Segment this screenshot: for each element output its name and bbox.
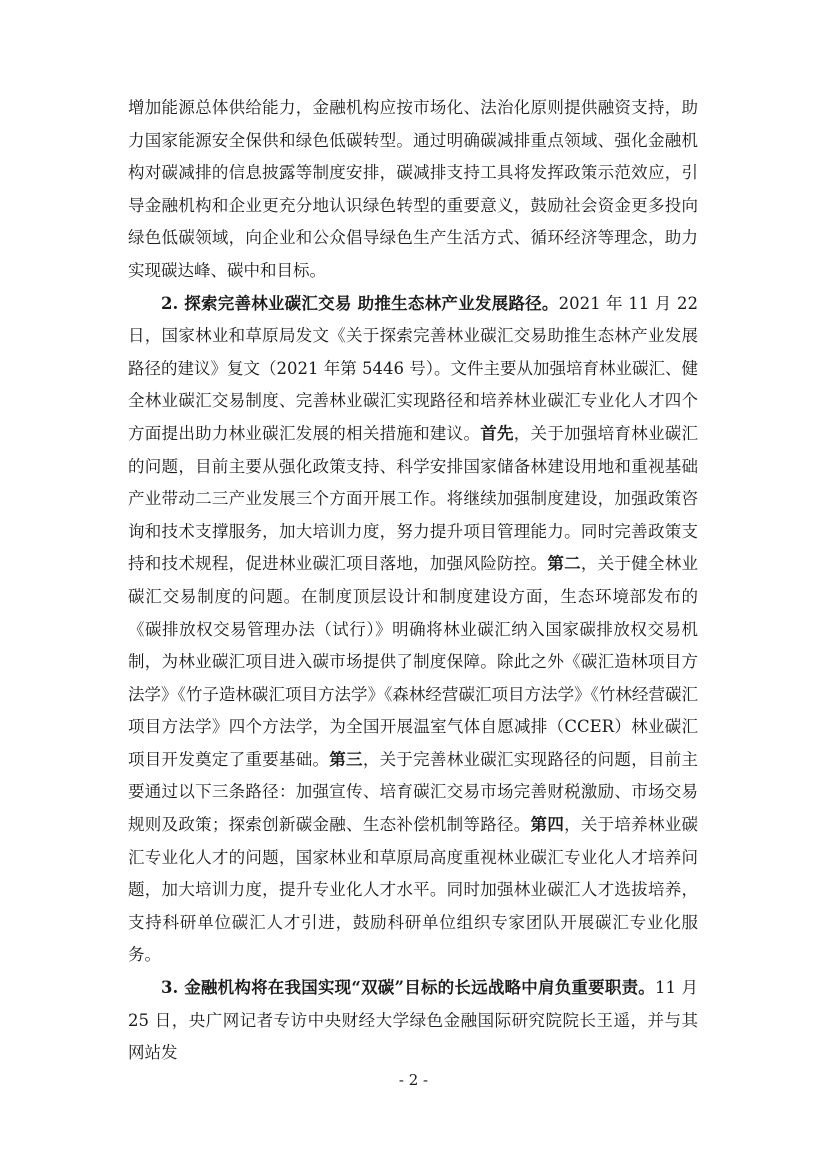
paragraph-continuation: 增加能源总体供给能力，金融机构应按市场化、法治化原则提供融资支持，助力国家能源安全保供和绿色低碳转型。通过明确碳减排重点领域、强化金融机构对碳减排的信息披露等制度安排，碳减排支持工具将发挥政策示范效应，引导金融机构和企业更充分地认识绿色转型的重要意义，鼓励社会资金更多投向绿色低碳领域，向企业和公众倡导绿色生产生活方式、循环经济等理念，助力实现碳达峰、碳中和目标。 bbox=[128, 98, 698, 280]
emphasis-second: 第二 bbox=[547, 554, 581, 574]
paragraph-text: 11 月 25 日，央广网记者专访中央财经大学绿色金融国际研究院院长王遥，并与其网站发 bbox=[128, 978, 698, 1063]
paragraph-heading: 2. 探索完善林业碳汇交易 助推生态林产业发展路径。 bbox=[161, 293, 559, 313]
emphasis-third: 第三 bbox=[329, 749, 363, 769]
page-number: - 2 - bbox=[398, 1071, 429, 1089]
paragraph-text: ，关于培养林业碳汇专业化人才的问题，国家林业和草原局高度重视林业碳汇专业化人才培养问题，加大培训力度，提升专业化人才水平。同时加强林业碳汇人才选拔培养，支持科研单位碳汇人才引进，鼓励科研单位组织专家团队开展碳汇专业化服务。 bbox=[128, 815, 699, 965]
paragraph-text: ，关于健全林业碳汇交易制度的问题。在制度顶层设计和制度建设方面，生态环境部发布的《碳排放权交易管理办法（试行）》明确将林业碳汇纳入国家碳排放权交易机制，为林业碳汇项目进入碳市场提供了制度保障。除此之外《碳汇造林项目方法学》《竹子造林碳汇项目方法学》《森林经营碳汇项目方法学》《竹林经营碳汇项目方法学》四个方法学，为全国开展温室气体自愿减排（CCER）林业碳汇项目开发奠定了重要基础。 bbox=[128, 554, 699, 769]
paragraph-text: 2021 年 11 月 22 日，国家林业和草原局发文《关于探索完善林业碳汇交易助推生态林产业发展路径的建议》复文（2021 年第 5446 号）。文件主要从加强培育林业碳汇、健全林业碳汇交易制度、完善林业碳汇实现路径和培养林业碳汇专业化人才四个方面提出助力林业碳汇发展的相关措施和建议。 bbox=[128, 293, 699, 443]
paragraph-heading: 3. 金融机构将在我国实现“双碳”目标的长远战略中肩负重要职责。 bbox=[161, 978, 656, 998]
paragraph-financial-institutions bbox=[128, 972, 698, 1070]
paragraph-forestry-carbon-sink bbox=[128, 288, 698, 972]
paragraph-text: ，关于加强培育林业碳汇的问题，目前主要从强化政策支持、科学安排国家储备林建设用地和重视基础产业带动二三产业发展三个方面开展工作。将继续加强制度建设，加强政策咨询和技术支撑服务，加大培训力度，努力提升项目管理能力。同时完善政策支持和技术规程，促进林业碳汇项目落地，加强风险防控。 bbox=[128, 423, 699, 574]
emphasis-fourth: 第四 bbox=[530, 815, 565, 835]
paragraph-text: ，关于完善林业碳汇实现路径的问题，目前主要通过以下三条路径：加强宣传、培育碳汇交易市场完善财税激励、市场交易规则及政策；探索创新碳金融、生态补偿机制等路径。 bbox=[128, 749, 699, 835]
document-body bbox=[128, 92, 698, 1070]
emphasis-first: 首先 bbox=[480, 423, 514, 443]
